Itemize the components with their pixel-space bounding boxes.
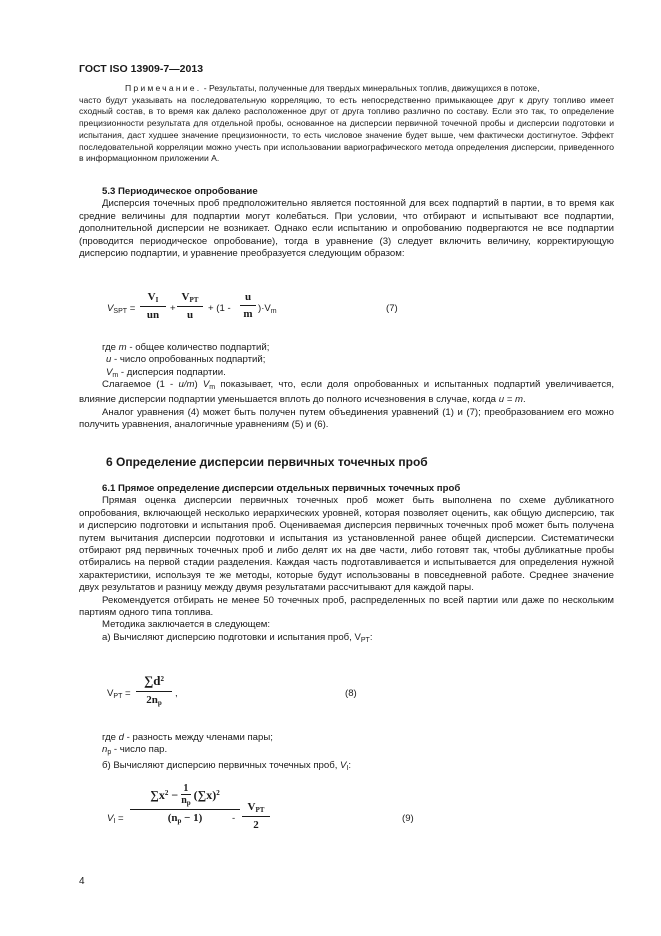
note-first-line: [79, 83, 614, 95]
eq9-number: (9): [402, 813, 414, 824]
eq7-number: (7): [386, 303, 398, 314]
document-header: ГОСТ ISO 13909-7—2013: [79, 63, 204, 75]
note-label: Примечание.: [125, 83, 202, 93]
section-5-3-heading: 5.3 Периодическое опробование: [102, 186, 258, 197]
section-5-3: [79, 186, 614, 260]
eq8-comma: ,: [175, 688, 178, 699]
note-text-2: часто будут указывать на последовательную корреляцию, то есть непосредственно примыкающее друг к другу топливо имеет сходный состав, в то время как далеко расположенное друг от друга топливо различно по составу. Если это так, то определение прецизионности результата для отдельной пробы, основанное на дисперсии первичной точечной пробы и дисперсии подготовки и испытания, даст худшее значение прецизионности, то есть числовое значение будет выше, чем фактически достигнутое. Эффект последовательной корреляции можно учесть при использовании вариографического метода определения дисперсии, приведенного в информационном приложении А.: [79, 94, 614, 164]
eq7-lhs: $V_{SPT}$ =: [107, 303, 136, 315]
section-6-1: [79, 483, 614, 647]
summand-paragraph-block: [79, 379, 614, 432]
eq7-tail: )$\cdot V_m$: [258, 303, 277, 315]
section-6-1-heading: 6.1 Прямое определение дисперсии отдельных первичных точечных проб: [102, 483, 461, 494]
legend-vm: $V_m$ - дисперсия подпартии.: [106, 366, 226, 379]
eq7-fraction-1: $V_I$ un: [140, 291, 166, 321]
eq7-fraction-2: $V_{PT}$ u: [177, 291, 203, 321]
eq9-lhs: $V_I$ =: [107, 813, 124, 825]
eq8-lhs: $V_{PT}$ =: [107, 688, 131, 700]
summand-paragraph: Слагаемое (1 - u/m) $V_m$ показывает, что, если доля опробованных и испытанных подпартий увеличивается, влияние дисперсии подпартии уменьшается вплоть до полного исчезновения в случае, когда u = m.: [79, 379, 614, 406]
eq7-plus-2: + (1 -: [208, 303, 231, 314]
section-6-1-paragraph-1: Прямая оценка дисперсии первичных точечных проб может быть выполнена по схеме дубликатного опробования, включающей несколько иерархических уровней, которая позволяет оценить, как общую дисперсию, так и дисперсию подготовки и испытания проб. Оцениваемая дисперсия первичных точечных проб может быть получена путем вычитания дисперсии подготовки и испытания из установленной ранее общей дисперсии. Систематически отбирают ряд первичных точечных проб и либо делят их на две части, либо готовят так, чтобы дубликатные пробы отбирались на первой стадии разделения. Каждая часть подготавливается и испытывается для определения нужной характеристики, используя те же методы, которые будут использованы в повседневной работе. Среднее значение двух результатов и разницу между двумя результатами рассчитывают для каждой пары.: [79, 495, 614, 594]
eq8-fraction: $\sum d^2$ $2n_p$: [136, 673, 172, 707]
eq9-main-fraction: $\sum x^2$ − $\frac{1}{n_p}$ $(\sum x)^2$ $(n_p - 1)$: [130, 783, 240, 825]
legend-u: u - число опробованных подпартий;: [106, 354, 266, 366]
eq7-plus-1: +: [170, 303, 176, 314]
eq9-fraction-2: $V_{PT}$ 2: [242, 801, 270, 831]
analog-paragraph: Аналог уравнения (4) может быть получен путем объединения уравнений (1) и (7); преобразованием его можно получить уравнения, аналогичные уравнениям (5) и (6).: [79, 406, 614, 431]
note-block: [79, 83, 614, 165]
section-6-heading: 6 Определение дисперсии первичных точечных проб: [106, 455, 428, 469]
eq7-legend: [79, 342, 614, 382]
section-5-3-paragraph: Дисперсия точечных проб предположительно является постоянной для всех подпартий в партии, в то время как средние величины для подпартии могут колебаться. При условии, что отбирают и испытывают все подпартии, дополнительной дисперсии не возникает. Однако если испытанию и опробованию подвергаются не все подпартии (проводится периодическое опробование), тогда в уравнение (3) следует включить величину, корректирующую дисперсию подпартии, и уравнение преобразуется следующим образом:: [79, 198, 614, 260]
page-number: 4: [79, 876, 85, 887]
note-text-1: - Результаты, полученные для твердых минеральных топлив, движущихся в потоке,: [201, 83, 540, 93]
section-6-1-paragraph-2: Рекомендуется отбирать не менее 50 точечных проб, распределенных по всей партии или даже по нескольким партиям одного типа топлива.: [79, 594, 614, 619]
step-a: а) Вычисляют дисперсию подготовки и испытания проб, $V_{PT}$:: [102, 631, 373, 644]
legend-d: где d - разность между членами пары;: [102, 732, 273, 743]
legend-m: где m - общее количество подпартий;: [102, 342, 270, 353]
eq9-minus: -: [232, 813, 236, 824]
legend-np: $n_p$ - число пар.: [102, 744, 168, 757]
eq8-legend: [79, 732, 614, 775]
eq7-fraction-3: u m: [240, 291, 256, 320]
eq8-number: (8): [345, 688, 357, 699]
step-b: б) Вычисляют дисперсию первичных точечных проб, $V_I$:: [102, 759, 352, 772]
section-6-1-paragraph-3: Методика заключается в следующем:: [102, 619, 271, 631]
